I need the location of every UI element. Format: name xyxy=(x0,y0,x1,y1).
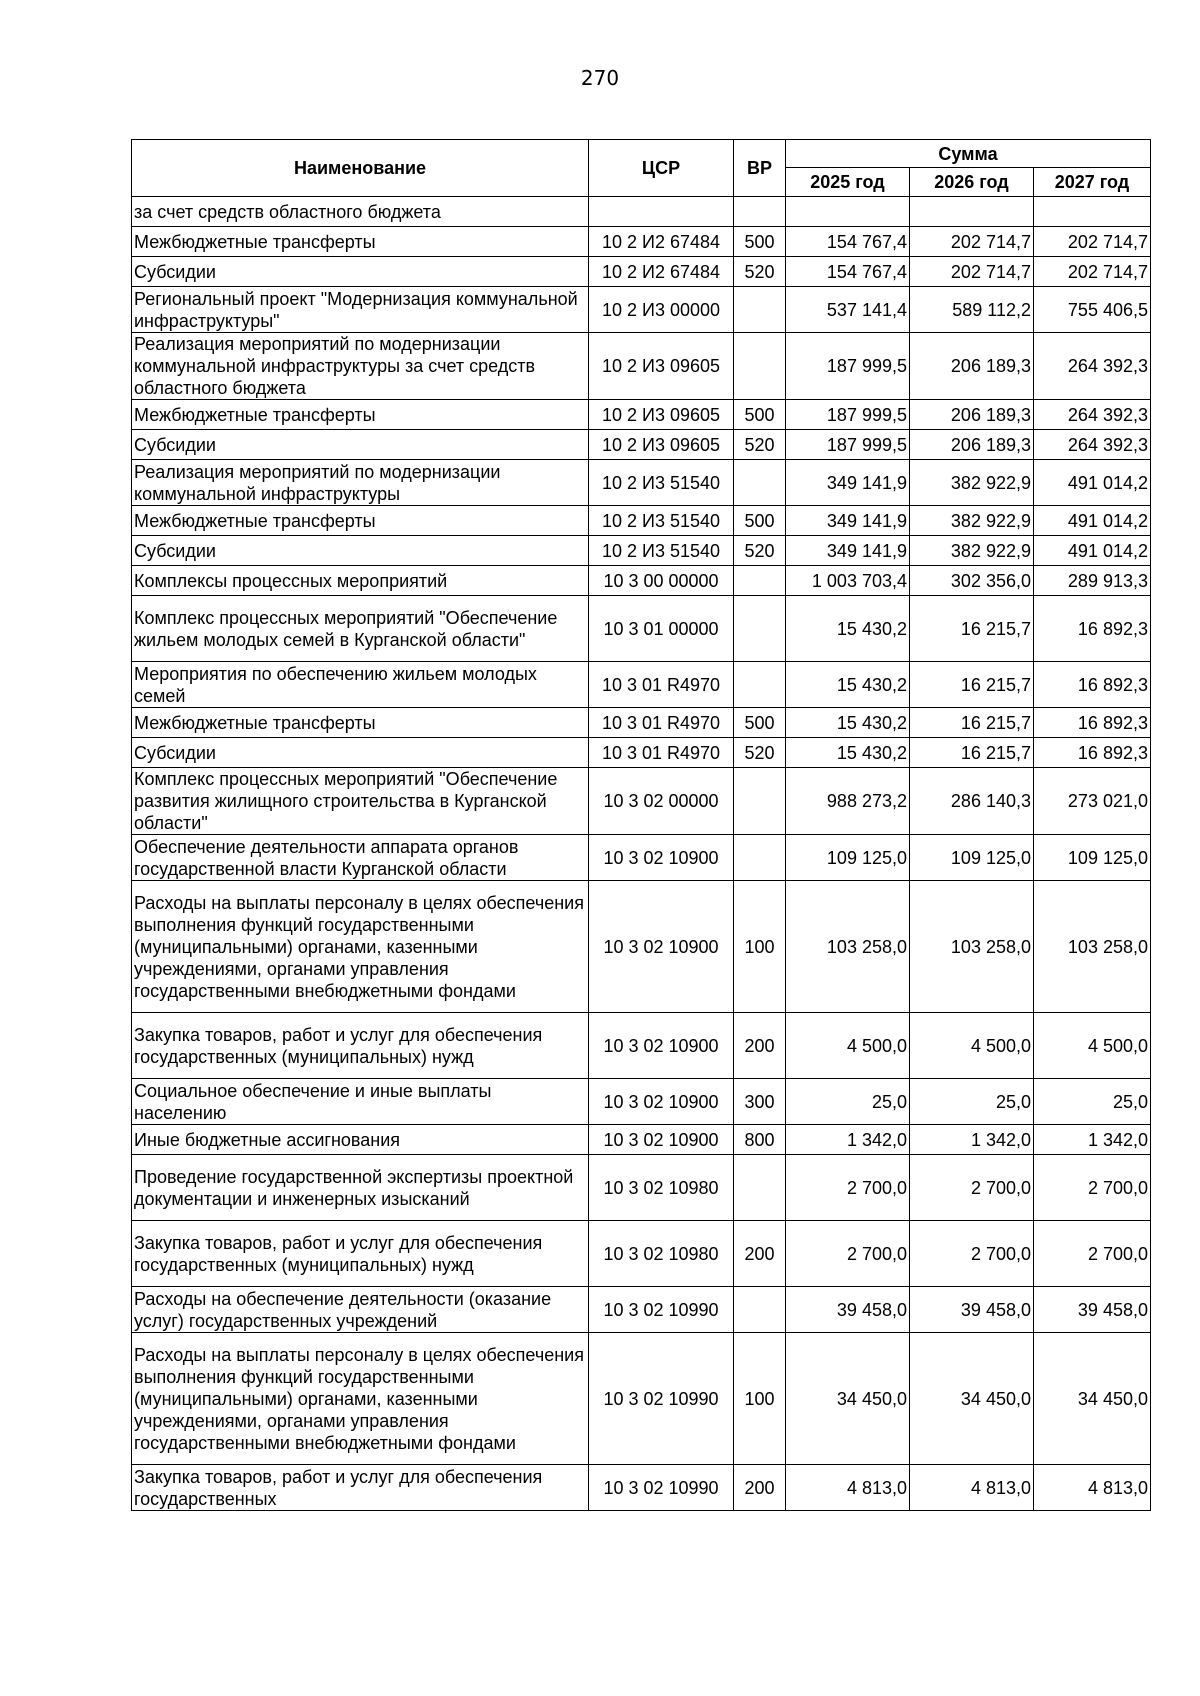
cell-y2027: 4 813,0 xyxy=(1034,1465,1151,1511)
table-body xyxy=(132,197,1151,1511)
cell-y2026: 34 450,0 xyxy=(910,1333,1034,1465)
header-sum: Сумма xyxy=(786,140,1151,168)
header-2025: 2025 год xyxy=(786,168,910,197)
cell-y2025: 1 003 703,4 xyxy=(786,566,910,596)
cell-vr: 200 xyxy=(734,1013,786,1079)
cell-csr: 10 2 И3 51540 xyxy=(589,506,734,536)
cell-csr: 10 2 И3 00000 xyxy=(589,287,734,333)
cell-name: Региональный проект "Модернизация коммунальной инфраструктуры" xyxy=(132,287,589,333)
table-row xyxy=(132,596,1151,662)
cell-csr: 10 2 И3 09605 xyxy=(589,333,734,400)
cell-vr xyxy=(734,460,786,506)
cell-name: Комплекс процессных мероприятий "Обеспечение жильем молодых семей в Курганской области" xyxy=(132,596,589,662)
cell-name: Проведение государственной экспертизы проектной документации и инженерных изысканий xyxy=(132,1155,589,1221)
cell-y2026: 302 356,0 xyxy=(910,566,1034,596)
cell-y2027: 202 714,7 xyxy=(1034,227,1151,257)
table-row xyxy=(132,197,1151,227)
cell-vr: 500 xyxy=(734,708,786,738)
cell-y2026: 16 215,7 xyxy=(910,708,1034,738)
table-row xyxy=(132,333,1151,400)
table-row xyxy=(132,1333,1151,1465)
cell-csr: 10 3 02 10900 xyxy=(589,1079,734,1125)
cell-y2027: 264 392,3 xyxy=(1034,333,1151,400)
cell-y2025: 34 450,0 xyxy=(786,1333,910,1465)
cell-name: Межбюджетные трансферты xyxy=(132,708,589,738)
cell-y2026: 2 700,0 xyxy=(910,1221,1034,1287)
cell-y2027: 2 700,0 xyxy=(1034,1221,1151,1287)
cell-vr xyxy=(734,768,786,835)
cell-name: Реализация мероприятий по модернизации коммунальной инфраструктуры xyxy=(132,460,589,506)
cell-y2027: 103 258,0 xyxy=(1034,881,1151,1013)
table-row xyxy=(132,738,1151,768)
cell-y2026: 16 215,7 xyxy=(910,662,1034,708)
cell-vr xyxy=(734,835,786,881)
cell-csr: 10 2 И3 51540 xyxy=(589,536,734,566)
cell-vr: 100 xyxy=(734,1333,786,1465)
header-vr: ВР xyxy=(734,140,786,197)
table-row xyxy=(132,506,1151,536)
cell-y2025: 2 700,0 xyxy=(786,1221,910,1287)
cell-y2027: 16 892,3 xyxy=(1034,738,1151,768)
cell-y2025: 15 430,2 xyxy=(786,596,910,662)
cell-y2027: 109 125,0 xyxy=(1034,835,1151,881)
cell-y2026: 109 125,0 xyxy=(910,835,1034,881)
cell-y2027: 264 392,3 xyxy=(1034,430,1151,460)
cell-name: Закупка товаров, работ и услуг для обеспечения государственных (муниципальных) нужд xyxy=(132,1013,589,1079)
cell-y2027: 16 892,3 xyxy=(1034,596,1151,662)
table-row xyxy=(132,708,1151,738)
cell-y2025: 25,0 xyxy=(786,1079,910,1125)
cell-csr: 10 3 02 10900 xyxy=(589,1013,734,1079)
cell-name: Обеспечение деятельности аппарата органов государственной власти Курганской области xyxy=(132,835,589,881)
cell-y2027: 34 450,0 xyxy=(1034,1333,1151,1465)
cell-name: Субсидии xyxy=(132,536,589,566)
cell-csr: 10 2 И2 67484 xyxy=(589,227,734,257)
cell-y2026: 382 922,9 xyxy=(910,506,1034,536)
budget-table xyxy=(131,139,1151,1511)
cell-vr xyxy=(734,1287,786,1333)
cell-y2025: 103 258,0 xyxy=(786,881,910,1013)
cell-csr: 10 3 02 10900 xyxy=(589,835,734,881)
cell-y2026: 16 215,7 xyxy=(910,596,1034,662)
cell-y2025: 15 430,2 xyxy=(786,708,910,738)
cell-y2026: 103 258,0 xyxy=(910,881,1034,1013)
table-row xyxy=(132,835,1151,881)
table-header xyxy=(132,140,1151,197)
table-row xyxy=(132,1125,1151,1155)
cell-y2025 xyxy=(786,197,910,227)
cell-vr xyxy=(734,566,786,596)
cell-y2025: 109 125,0 xyxy=(786,835,910,881)
cell-vr: 520 xyxy=(734,738,786,768)
table-row xyxy=(132,662,1151,708)
cell-vr: 520 xyxy=(734,430,786,460)
cell-name: Закупка товаров, работ и услуг для обеспечения государственных xyxy=(132,1465,589,1511)
cell-y2027: 289 913,3 xyxy=(1034,566,1151,596)
cell-y2027: 491 014,2 xyxy=(1034,506,1151,536)
cell-y2026: 286 140,3 xyxy=(910,768,1034,835)
cell-vr: 500 xyxy=(734,506,786,536)
cell-y2027: 264 392,3 xyxy=(1034,400,1151,430)
cell-name: Субсидии xyxy=(132,257,589,287)
cell-y2027: 2 700,0 xyxy=(1034,1155,1151,1221)
cell-y2025: 39 458,0 xyxy=(786,1287,910,1333)
table-row xyxy=(132,881,1151,1013)
cell-csr: 10 3 02 00000 xyxy=(589,768,734,835)
cell-y2025: 187 999,5 xyxy=(786,400,910,430)
cell-y2025: 988 273,2 xyxy=(786,768,910,835)
cell-y2025: 154 767,4 xyxy=(786,227,910,257)
cell-y2026: 2 700,0 xyxy=(910,1155,1034,1221)
table-row xyxy=(132,400,1151,430)
cell-y2025: 537 141,4 xyxy=(786,287,910,333)
cell-name: Комплекс процессных мероприятий "Обеспечение развития жилищного строительства в Курганской области" xyxy=(132,768,589,835)
cell-y2026: 589 112,2 xyxy=(910,287,1034,333)
cell-csr: 10 3 01 R4970 xyxy=(589,738,734,768)
cell-y2026: 4 813,0 xyxy=(910,1465,1034,1511)
cell-vr: 200 xyxy=(734,1221,786,1287)
cell-name: Комплексы процессных мероприятий xyxy=(132,566,589,596)
header-2026: 2026 год xyxy=(910,168,1034,197)
cell-y2025: 349 141,9 xyxy=(786,506,910,536)
cell-y2027: 16 892,3 xyxy=(1034,708,1151,738)
table-row xyxy=(132,227,1151,257)
cell-y2025: 154 767,4 xyxy=(786,257,910,287)
cell-y2027 xyxy=(1034,197,1151,227)
cell-y2027: 491 014,2 xyxy=(1034,460,1151,506)
cell-csr: 10 2 И2 67484 xyxy=(589,257,734,287)
header-name: Наименование xyxy=(132,140,589,197)
table-row xyxy=(132,287,1151,333)
cell-y2026: 202 714,7 xyxy=(910,227,1034,257)
cell-vr: 800 xyxy=(734,1125,786,1155)
cell-y2026: 206 189,3 xyxy=(910,430,1034,460)
cell-y2026: 4 500,0 xyxy=(910,1013,1034,1079)
cell-y2025: 15 430,2 xyxy=(786,738,910,768)
cell-csr: 10 3 01 R4970 xyxy=(589,708,734,738)
cell-y2027: 4 500,0 xyxy=(1034,1013,1151,1079)
cell-y2025: 1 342,0 xyxy=(786,1125,910,1155)
cell-vr: 100 xyxy=(734,881,786,1013)
cell-vr: 200 xyxy=(734,1465,786,1511)
cell-name: Социальное обеспечение и иные выплаты населению xyxy=(132,1079,589,1125)
cell-name: Субсидии xyxy=(132,738,589,768)
table-row xyxy=(132,1465,1151,1511)
cell-y2025: 15 430,2 xyxy=(786,662,910,708)
cell-name: Расходы на обеспечение деятельности (оказание услуг) государственных учреждений xyxy=(132,1287,589,1333)
cell-vr xyxy=(734,596,786,662)
cell-y2027: 16 892,3 xyxy=(1034,662,1151,708)
cell-y2026: 16 215,7 xyxy=(910,738,1034,768)
cell-csr: 10 2 И3 09605 xyxy=(589,400,734,430)
cell-csr xyxy=(589,197,734,227)
cell-csr: 10 3 02 10990 xyxy=(589,1465,734,1511)
cell-vr xyxy=(734,287,786,333)
table-row xyxy=(132,430,1151,460)
cell-y2027: 755 406,5 xyxy=(1034,287,1151,333)
cell-vr xyxy=(734,197,786,227)
cell-y2025: 349 141,9 xyxy=(786,536,910,566)
cell-y2026 xyxy=(910,197,1034,227)
cell-y2025: 2 700,0 xyxy=(786,1155,910,1221)
cell-name: Мероприятия по обеспечению жильем молодых семей xyxy=(132,662,589,708)
cell-csr: 10 3 02 10990 xyxy=(589,1333,734,1465)
table-row xyxy=(132,1287,1151,1333)
cell-csr: 10 3 02 10980 xyxy=(589,1221,734,1287)
table-row xyxy=(132,536,1151,566)
cell-csr: 10 3 02 10980 xyxy=(589,1155,734,1221)
cell-y2026: 382 922,9 xyxy=(910,460,1034,506)
cell-name: Расходы на выплаты персоналу в целях обеспечения выполнения функций государственными (муниципальными) органами, казенными учреждениями, органами управления государственными внебюджетными фондами xyxy=(132,881,589,1013)
header-2027: 2027 год xyxy=(1034,168,1151,197)
cell-vr: 520 xyxy=(734,257,786,287)
cell-y2026: 382 922,9 xyxy=(910,536,1034,566)
cell-y2025: 187 999,5 xyxy=(786,333,910,400)
cell-y2026: 206 189,3 xyxy=(910,400,1034,430)
page-number: 270 xyxy=(580,66,620,90)
cell-name: Межбюджетные трансферты xyxy=(132,506,589,536)
cell-y2025: 4 500,0 xyxy=(786,1013,910,1079)
cell-name: Межбюджетные трансферты xyxy=(132,227,589,257)
cell-y2025: 4 813,0 xyxy=(786,1465,910,1511)
cell-vr xyxy=(734,1155,786,1221)
cell-csr: 10 3 02 10900 xyxy=(589,881,734,1013)
cell-y2027: 1 342,0 xyxy=(1034,1125,1151,1155)
table-row xyxy=(132,1079,1151,1125)
cell-name: Расходы на выплаты персоналу в целях обеспечения выполнения функций государственными (муниципальными) органами, казенными учреждениями, органами управления государственными внебюджетными фондами xyxy=(132,1333,589,1465)
cell-vr xyxy=(734,333,786,400)
table-row xyxy=(132,460,1151,506)
table-row xyxy=(132,1013,1151,1079)
cell-y2027: 25,0 xyxy=(1034,1079,1151,1125)
cell-csr: 10 3 02 10900 xyxy=(589,1125,734,1155)
cell-name: Реализация мероприятий по модернизации коммунальной инфраструктуры за счет средств областного бюджета xyxy=(132,333,589,400)
cell-y2027: 39 458,0 xyxy=(1034,1287,1151,1333)
cell-y2027: 491 014,2 xyxy=(1034,536,1151,566)
cell-name: Закупка товаров, работ и услуг для обеспечения государственных (муниципальных) нужд xyxy=(132,1221,589,1287)
cell-y2025: 187 999,5 xyxy=(786,430,910,460)
table-row xyxy=(132,257,1151,287)
table-row xyxy=(132,1221,1151,1287)
cell-y2027: 202 714,7 xyxy=(1034,257,1151,287)
cell-csr: 10 2 И3 09605 xyxy=(589,430,734,460)
cell-name: Субсидии xyxy=(132,430,589,460)
cell-y2027: 273 021,0 xyxy=(1034,768,1151,835)
cell-name: Межбюджетные трансферты xyxy=(132,400,589,430)
cell-y2026: 202 714,7 xyxy=(910,257,1034,287)
cell-name: за счет средств областного бюджета xyxy=(132,197,589,227)
cell-csr: 10 3 01 00000 xyxy=(589,596,734,662)
cell-y2026: 1 342,0 xyxy=(910,1125,1034,1155)
cell-y2026: 25,0 xyxy=(910,1079,1034,1125)
table-row xyxy=(132,768,1151,835)
cell-y2026: 206 189,3 xyxy=(910,333,1034,400)
cell-csr: 10 2 И3 51540 xyxy=(589,460,734,506)
cell-vr xyxy=(734,662,786,708)
cell-vr: 520 xyxy=(734,536,786,566)
cell-csr: 10 3 00 00000 xyxy=(589,566,734,596)
cell-y2025: 349 141,9 xyxy=(786,460,910,506)
table-row xyxy=(132,1155,1151,1221)
cell-name: Иные бюджетные ассигнования xyxy=(132,1125,589,1155)
cell-vr: 500 xyxy=(734,227,786,257)
cell-csr: 10 3 02 10990 xyxy=(589,1287,734,1333)
cell-csr: 10 3 01 R4970 xyxy=(589,662,734,708)
cell-y2026: 39 458,0 xyxy=(910,1287,1034,1333)
table-row xyxy=(132,566,1151,596)
header-csr: ЦСР xyxy=(589,140,734,197)
cell-vr: 500 xyxy=(734,400,786,430)
cell-vr: 300 xyxy=(734,1079,786,1125)
